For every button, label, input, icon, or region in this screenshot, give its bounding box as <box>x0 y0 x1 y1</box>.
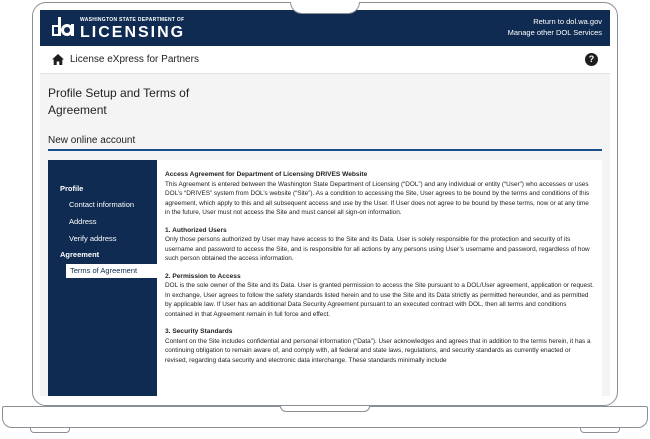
step-sidebar <box>48 160 157 396</box>
section-heading-permission-to-access: 2. Permission to Access <box>165 272 241 280</box>
app-nav-bar <box>40 46 610 74</box>
dol-logo[interactable] <box>50 15 190 41</box>
manage-other-services-link[interactable]: Manage other DOL Services <box>507 28 602 37</box>
agreement-intro: This Agreement is entered between the Washington State Department of Licensing (“DOL”) and any individual or entity (“User”) who accesses or uses DOL’s “DRIVES” system from DOL’s website (“Site”). As a condition to accessing the Site, User agrees to be bound by the terms and conditions of this agreement, which apply to this and all subsequent access and use by the User. If User does not agree to be bound by these terms, now or at any time in the future, User must not access the Site and must cancel all sign-on information. <box>165 180 590 216</box>
section-text-permission-to-access: DOL is the sole owner of the Site and its Data. User is granted permission to access the Site pursuant to a DOL/User agreement, application or request. In exchange, User agrees to follow the safety standards listed herein and to use the Site and its Data strictly as permitted hereunder, and as permitted by applicable law. If User has an additional Data Security Agreement pursuant to an executed contract with DOL, then all terms and conditions contained in that Agreement remain in full force and effect. <box>165 282 594 318</box>
site-header <box>40 10 610 46</box>
help-icon[interactable]: ? <box>585 53 598 66</box>
laptop-foot-left <box>30 428 70 433</box>
logo-subtitle: WASHINGTON STATE DEPARTMENT OF <box>80 17 185 23</box>
app-title[interactable]: License eXpress for Partners <box>70 54 199 65</box>
section-text-security-standards: Content on the Site includes confidential and personal information (“Data”). User acknowledges and agrees that in addition to the terms herein, it has a continuing obligation to remain aware of, and comply with, all federal and state laws, regulations, and security standards as currently enacted or revised, regarding data security and electronic data interchange. These standards minimally include <box>165 337 591 364</box>
page-title: Profile Setup and Terms of Agreement <box>48 86 190 117</box>
sidebar-heading-agreement: Agreement <box>60 250 100 259</box>
return-to-dol-link[interactable]: Return to dol.wa.gov <box>533 17 602 26</box>
sidebar-heading-profile: Profile <box>60 184 84 193</box>
section-heading-security-standards: 3. Security Standards <box>165 328 233 335</box>
header-links <box>508 16 602 38</box>
agreement-panel <box>157 160 602 396</box>
sidebar-item-contact-information[interactable]: Contact information <box>69 200 135 209</box>
home-icon[interactable] <box>52 54 64 65</box>
logo-wordmark: LICENSING <box>80 24 186 41</box>
section-text-authorized-users: Only those persons authorized by User may have access to the Site and its Data. User is solely responsible for the protection and security of its username and password to access the Site, and is responsible for all actions by any persons using User’s username and password, regardless of how such person obtained the access information. <box>165 236 590 262</box>
section-title: New online account <box>48 135 136 146</box>
sidebar-item-terms-of-agreement[interactable]: Terms of Agreement <box>66 264 157 278</box>
dol-logo-mark-icon <box>50 16 76 40</box>
sidebar-item-address[interactable]: Address <box>69 217 97 226</box>
laptop-base-groove <box>280 406 370 412</box>
section-divider <box>48 149 602 151</box>
sidebar-item-verify-address[interactable]: Verify address <box>69 234 117 243</box>
laptop-camera-notch <box>290 2 360 14</box>
agreement-heading: Access Agreement for Department of Licensing DRIVES Website <box>165 171 368 178</box>
section-heading-authorized-users: 1. Authorized Users <box>165 226 227 234</box>
laptop-foot-right <box>580 428 620 433</box>
screen <box>40 10 610 396</box>
